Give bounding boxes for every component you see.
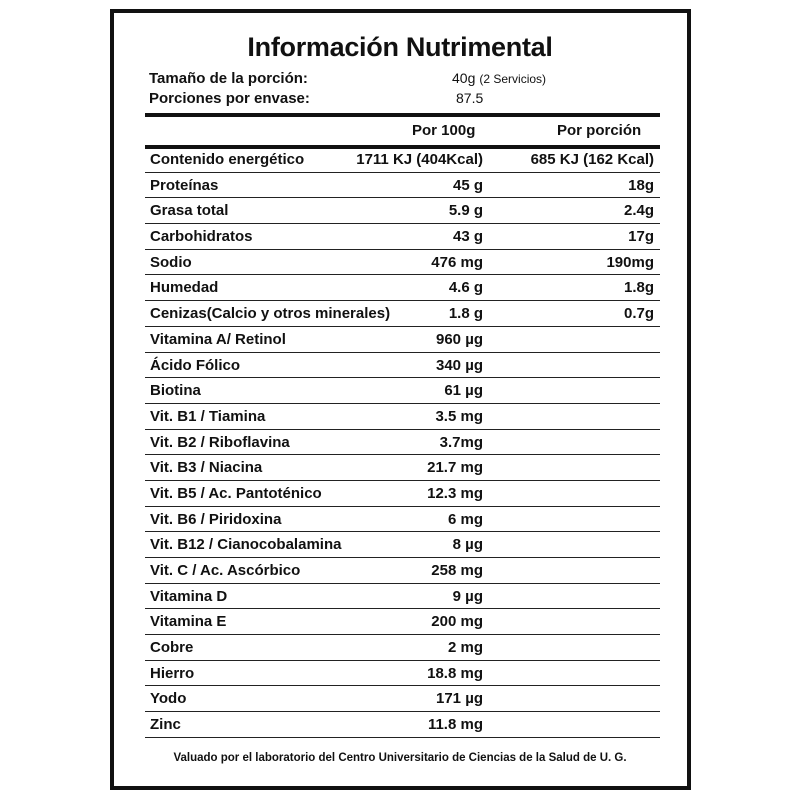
value-per-100g: 18.8 mg [427, 664, 483, 682]
nutrient-name: Humedad [150, 279, 219, 297]
nutrient-name: Vit. B6 / Piridoxina [150, 510, 282, 528]
nutrient-name: Vit. B1 / Tiamina [150, 407, 266, 425]
value-per-portion: 0.7g [623, 305, 654, 323]
value-per-100g: 11.8 mg [427, 716, 483, 734]
nutrient-name: Vit. B12 / Cianocobalamina [150, 536, 342, 554]
table-row [145, 481, 660, 507]
nutrient-table [145, 147, 660, 738]
nutrient-name: Proteínas [150, 176, 219, 194]
table-row [145, 301, 660, 327]
value-per-100g: 21.7 mg [427, 459, 483, 477]
nutrient-name: Cobre [150, 639, 194, 657]
value-per-portion: 685 KJ (162 Kcal) [530, 151, 654, 168]
table-row [145, 635, 660, 661]
nutrient-name: Ácido Fólico [150, 356, 240, 374]
nutrient-name: Vitamina D [150, 587, 228, 605]
portion-size-note: (2 Servicios) [479, 72, 547, 86]
table-row [145, 250, 660, 276]
value-per-portion: 17g [628, 228, 654, 246]
value-per-100g: 2 mg [447, 639, 483, 657]
table-row [145, 430, 660, 456]
value-per-100g: 1.8 g [448, 305, 483, 323]
table-row [145, 712, 660, 738]
nutrient-name: Vit. B5 / Ac. Pantoténico [150, 484, 322, 502]
nutrient-name: Vitamina E [150, 613, 227, 631]
value-per-100g: 3.5 mg [435, 407, 483, 425]
portions-value: 87.5 [456, 90, 484, 106]
col-header-portion: Por porción [557, 122, 642, 139]
nutrient-name: Grasa total [150, 202, 229, 220]
value-per-100g: 8 µg [452, 536, 483, 554]
value-per-100g: 9 µg [452, 587, 483, 605]
table-row [145, 198, 660, 224]
table-row [145, 686, 660, 712]
portion-size-value-group [452, 70, 546, 86]
table-row [145, 584, 660, 610]
table-row [145, 327, 660, 353]
value-per-100g: 3.7mg [439, 433, 483, 451]
label-title: Información Nutrimental [247, 32, 553, 62]
nutrient-name: Sodio [150, 253, 192, 271]
lab-footer-note: Valuado por el laboratorio del Centro Universitario de Ciencias de la Salud de U. G. [173, 752, 627, 764]
value-per-100g: 340 µg [436, 356, 483, 374]
table-row [145, 661, 660, 687]
table-row [145, 224, 660, 250]
value-per-100g: 171 µg [436, 690, 483, 708]
nutrient-name: Vit. B2 / Riboflavina [150, 433, 290, 451]
portion-size-label: Tamaño de la porción: [149, 70, 308, 87]
nutrient-name: Vit. C / Ac. Ascórbico [150, 562, 301, 579]
table-row [145, 532, 660, 558]
table-row [145, 455, 660, 481]
value-per-portion: 1.8g [623, 279, 654, 297]
table-row [145, 404, 660, 430]
table-row [145, 147, 660, 173]
value-per-100g: 476 mg [431, 253, 483, 271]
value-per-100g: 960 µg [436, 330, 483, 348]
nutrient-name: Hierro [150, 664, 195, 682]
value-per-100g: 12.3 mg [427, 484, 483, 502]
value-per-100g: 5.9 g [448, 202, 483, 220]
header-rule-top [145, 113, 660, 117]
nutrient-name: Vit. B3 / Niacina [150, 459, 263, 477]
table-row [145, 558, 660, 584]
table-row [145, 353, 660, 379]
table-row [145, 378, 660, 404]
nutrient-name: Contenido energético [150, 151, 305, 168]
value-per-portion: 18g [628, 176, 654, 194]
nutrient-name: Carbohidratos [150, 228, 253, 246]
table-row [145, 609, 660, 635]
nutrient-name: Vitamina A/ Retinol [150, 330, 286, 348]
value-per-100g: 43 g [452, 228, 483, 246]
value-per-100g: 4.6 g [448, 279, 483, 297]
table-row [145, 173, 660, 199]
value-per-100g: 6 mg [447, 510, 483, 528]
value-per-100g: 61 µg [444, 382, 483, 400]
nutrient-name: Cenizas(Calcio y otros minerales) [150, 305, 391, 323]
table-row [145, 275, 660, 301]
value-per-portion: 2.4g [623, 202, 654, 220]
value-per-100g: 1711 KJ (404Kcal) [356, 151, 483, 168]
col-header-100g: Por 100g [412, 122, 476, 139]
portion-size-value: 40g [452, 70, 476, 86]
nutrient-name: Yodo [150, 690, 187, 708]
nutrient-name: Zinc [150, 716, 181, 734]
value-per-100g: 258 mg [431, 562, 483, 579]
value-per-100g: 200 mg [431, 613, 483, 631]
value-per-portion: 190mg [606, 253, 654, 271]
value-per-100g: 45 g [452, 176, 483, 194]
table-row [145, 507, 660, 533]
nutrient-name: Biotina [150, 382, 201, 400]
portions-label: Porciones por envase: [149, 90, 310, 107]
